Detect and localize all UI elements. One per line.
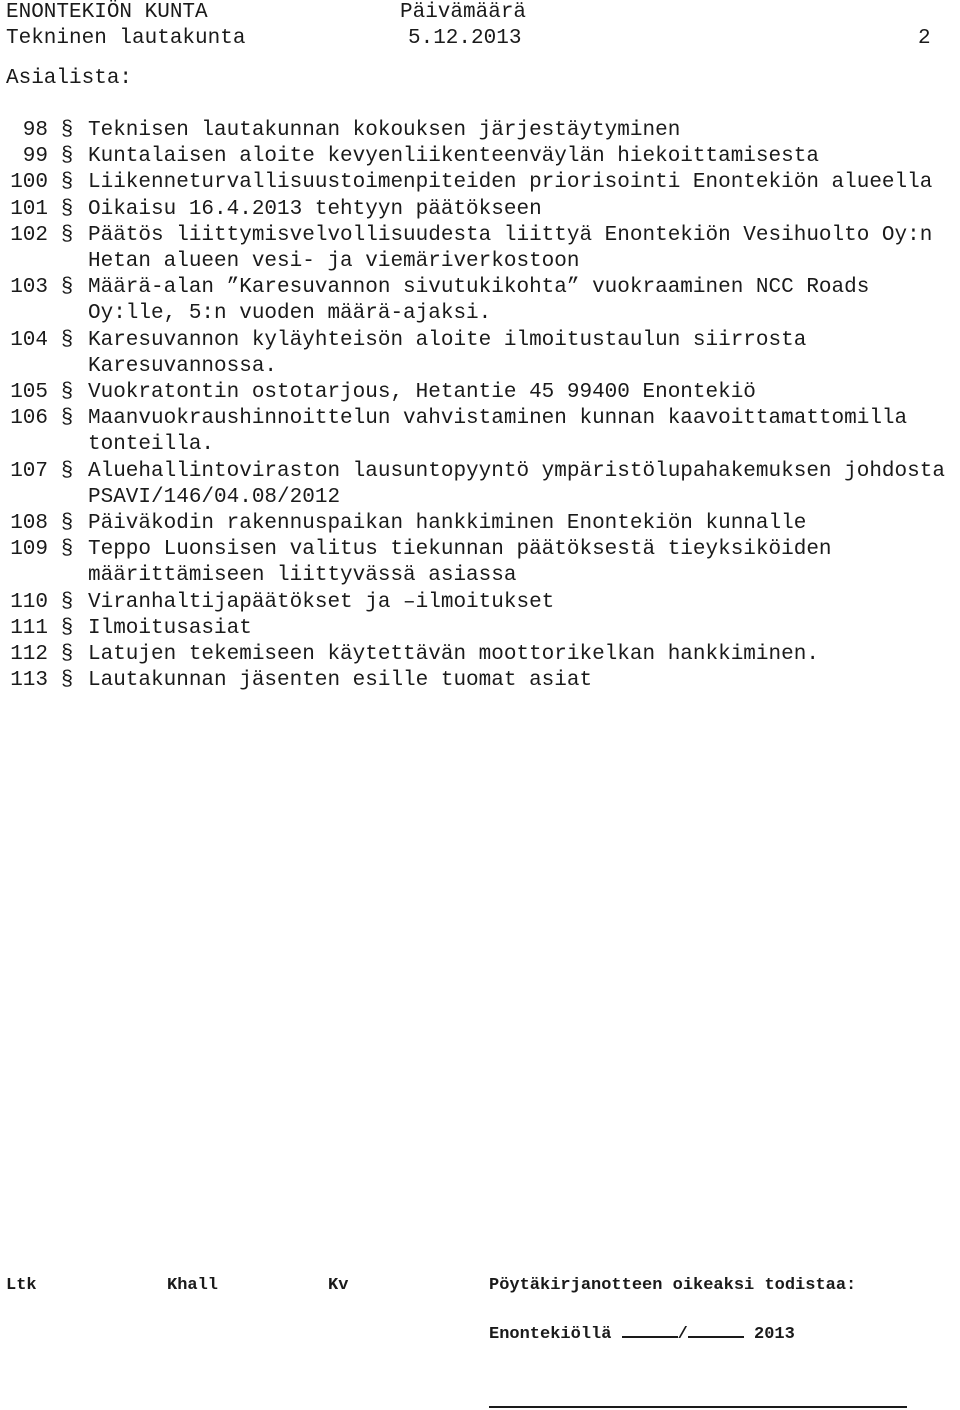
agenda-item xyxy=(0,118,960,144)
agenda-item-title: Latujen tekemiseen käytettävän moottorikelkan hankkiminen. xyxy=(88,643,819,667)
agenda-item-title: Teknisen lautakunnan kokouksen järjestäytyminen xyxy=(88,119,681,142)
agenda-item-number: 105 xyxy=(10,381,48,405)
agenda-item xyxy=(0,511,960,537)
agenda-item xyxy=(0,459,960,511)
agenda-item-title: Teppo Luonsisen valitus tiekunnan päätöksestä tieyksiköiden määrittämiseen liittyvässä asiassa xyxy=(88,538,832,588)
agenda-item xyxy=(0,144,960,170)
agenda-item-title: Määrä-alan ”Karesuvannon sivutukikohta” vuokraaminen NCC Roads Oy:lle, 5:n vuoden määrä-ajaksi. xyxy=(88,276,870,326)
agenda-item xyxy=(0,537,960,589)
section-symbol: § xyxy=(60,643,74,667)
agenda-item-title: Lautakunnan jäsenten esille tuomat asiat xyxy=(88,669,593,693)
footer-year: 2013 xyxy=(754,1325,795,1344)
signature-line xyxy=(489,1406,907,1408)
section-symbol: § xyxy=(60,381,74,405)
agenda-item-title: Päätös liittymisvelvollisuudesta liittyä Enontekiön Vesihuolto Oy:n Hetan alueen vesi- ja viemäriverkostoon xyxy=(88,223,933,274)
agenda-item xyxy=(0,616,960,642)
section-symbol: § xyxy=(60,171,74,195)
header-date: 5.12.2013 xyxy=(408,27,522,50)
section-symbol: § xyxy=(60,669,74,693)
footer-ltk: Ltk xyxy=(6,1276,37,1295)
agenda-item-number: 107 xyxy=(10,459,48,483)
agenda-item-number: 113 xyxy=(10,669,48,693)
agenda-item-title: Vuokratontin ostotarjous, Hetantie 45 99400 Enontekiö xyxy=(88,381,756,405)
header-date-label: Päivämäärä xyxy=(400,1,527,24)
agenda-item xyxy=(0,223,960,275)
section-symbol: § xyxy=(60,145,74,169)
agenda-item-number: 102 xyxy=(10,223,48,247)
header-committee: Tekninen lautakunta xyxy=(6,27,246,50)
agenda-item xyxy=(0,197,960,223)
agenda-item-number: 109 xyxy=(10,538,48,562)
agenda-heading: Asialista: xyxy=(6,67,133,90)
section-symbol: § xyxy=(60,407,74,431)
section-symbol: § xyxy=(60,538,74,562)
agenda-item-number: 99 xyxy=(22,145,48,169)
section-symbol: § xyxy=(60,512,74,536)
header-org: ENONTEKIÖN KUNTA xyxy=(6,1,208,24)
agenda-item xyxy=(0,328,960,380)
month-blank xyxy=(688,1320,744,1338)
agenda-item xyxy=(0,668,960,694)
footer-place: Enontekiöllä xyxy=(489,1325,612,1344)
agenda-item xyxy=(0,380,960,406)
agenda-item-number: 104 xyxy=(10,328,48,352)
agenda-item-title: Kuntalaisen aloite kevyenliikenteenväylän hiekoittamisesta xyxy=(88,145,819,169)
section-symbol: § xyxy=(60,197,74,221)
footer-certify: Pöytäkirjanotteen oikeaksi todistaa: xyxy=(489,1276,857,1295)
agenda-item xyxy=(0,406,960,458)
agenda-item-number: 108 xyxy=(10,512,48,536)
day-blank xyxy=(622,1320,678,1338)
section-symbol: § xyxy=(60,328,74,352)
agenda-item-title: Päiväkodin rakennuspaikan hankkiminen Enontekiön kunnalle xyxy=(88,512,807,536)
section-symbol: § xyxy=(60,119,74,142)
agenda-item-number: 111 xyxy=(10,616,48,640)
agenda-item-title: Maanvuokraushinnoittelun vahvistaminen kunnan kaavoittamattomilla tonteilla. xyxy=(88,407,908,457)
agenda-list xyxy=(0,118,960,694)
agenda-item-number: 98 xyxy=(22,119,48,142)
agenda-item-number: 106 xyxy=(10,407,48,431)
agenda-item-number: 100 xyxy=(10,171,48,195)
footer-khall: Khall xyxy=(167,1276,219,1295)
agenda-item xyxy=(0,275,960,327)
page-number: 2 xyxy=(918,27,931,50)
agenda-item-number: 110 xyxy=(10,590,48,614)
agenda-item xyxy=(0,170,960,196)
section-symbol: § xyxy=(60,590,74,614)
agenda-item-number: 101 xyxy=(10,197,48,221)
agenda-item xyxy=(0,590,960,616)
agenda-item-title: Karesuvannon kyläyhteisön aloite ilmoitustaulun siirrosta Karesuvannossa. xyxy=(88,328,807,378)
footer-place-line xyxy=(489,1320,795,1344)
section-symbol: § xyxy=(60,616,74,640)
agenda-item-title: Aluehallintoviraston lausuntopyyntö ympäristölupahakemuksen johdosta PSAVI/146/04.08/2012 xyxy=(88,459,945,509)
section-symbol: § xyxy=(60,459,74,483)
agenda-item-number: 112 xyxy=(10,643,48,667)
section-symbol: § xyxy=(60,223,74,247)
agenda-item-title: Liikenneturvallisuustoimenpiteiden priorisointi Enontekiön alueella xyxy=(88,171,933,195)
footer-kv: Kv xyxy=(328,1276,349,1295)
footer-slash: / xyxy=(677,1325,688,1344)
agenda-item xyxy=(0,642,960,668)
agenda-item-title: Oikaisu 16.4.2013 tehtyyn päätökseen xyxy=(88,197,542,221)
section-symbol: § xyxy=(60,276,74,300)
agenda-item-title: Ilmoitusasiat xyxy=(88,616,252,640)
agenda-item-title: Viranhaltijapäätökset ja –ilmoitukset xyxy=(88,590,555,614)
agenda-item-number: 103 xyxy=(10,276,48,300)
